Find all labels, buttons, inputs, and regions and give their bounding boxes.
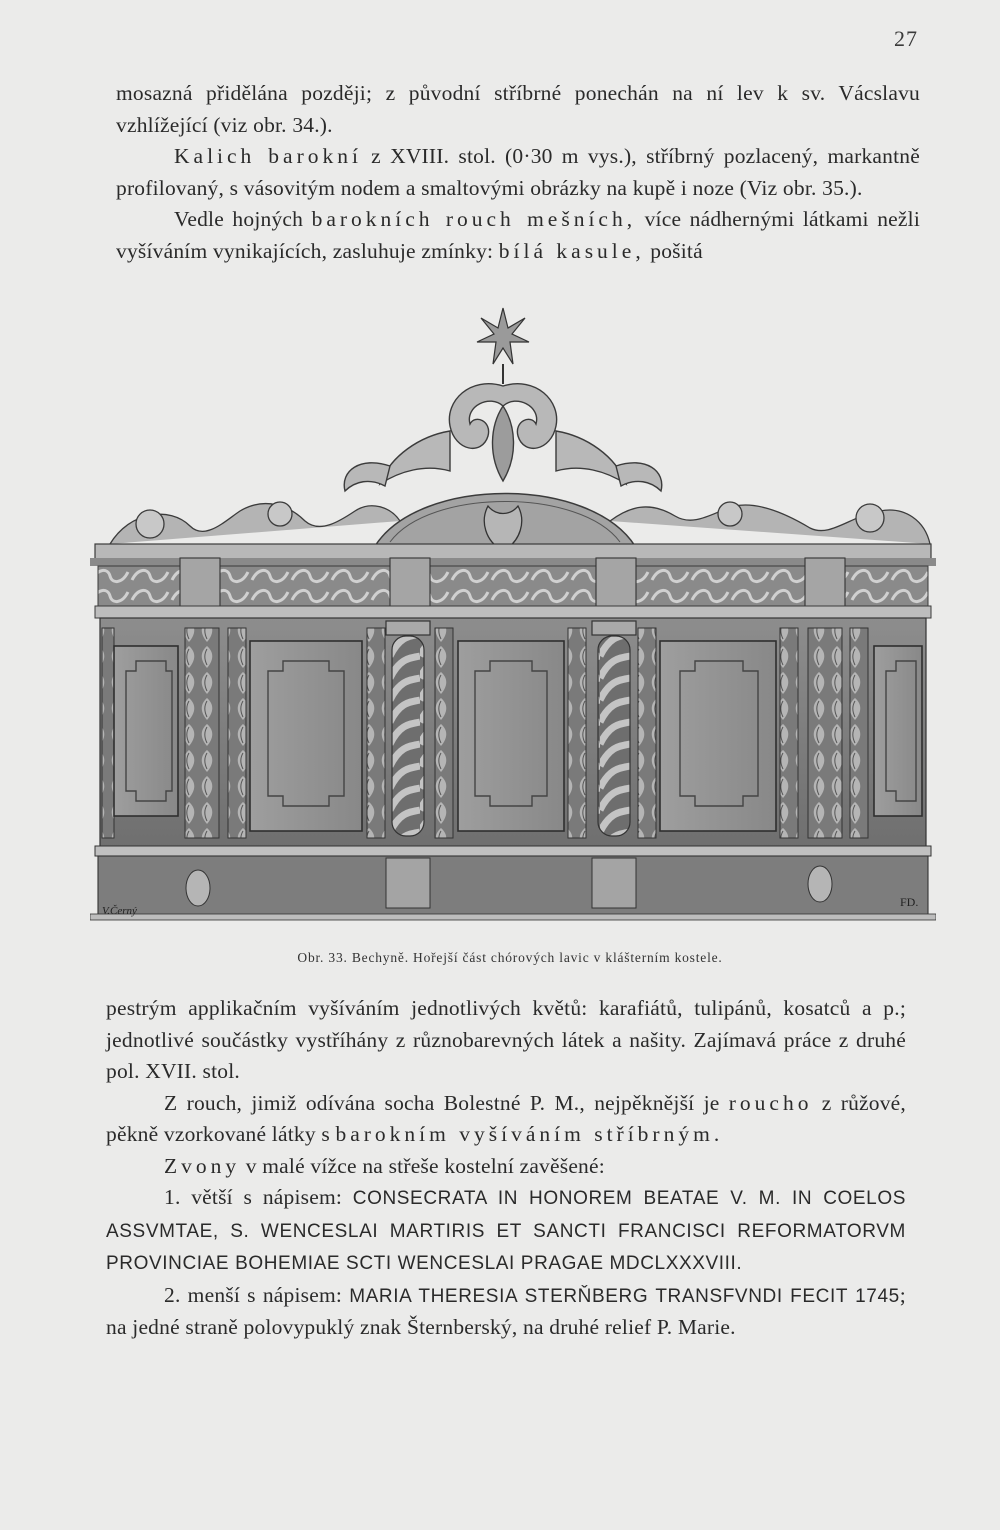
paragraph-chalice bbox=[116, 141, 920, 204]
bottom-text-block bbox=[106, 993, 906, 1344]
paragraph-bells bbox=[106, 1151, 906, 1183]
vestments-text-a: Vedle hojných bbox=[174, 207, 312, 231]
bell-1-lead: 1. větší s nápisem: bbox=[164, 1185, 353, 1209]
bell-2-lead: 2. menší s nápisem: bbox=[164, 1282, 350, 1307]
vestments-term: barokních rouch mešních, bbox=[311, 207, 637, 231]
silver-embroidery-term: barokním vyšíváním stříbrným. bbox=[335, 1122, 724, 1146]
artist-signature-right: FD. bbox=[900, 895, 919, 909]
choir-stalls-illustration bbox=[90, 306, 936, 936]
paragraph-bell-2 bbox=[106, 1280, 906, 1344]
top-text-block bbox=[116, 78, 920, 267]
paragraph-bell-1 bbox=[106, 1182, 906, 1280]
caption-text: Bechyně. Hořejší část chórových lavic v klášterním kostele. bbox=[351, 950, 723, 965]
page-number: 27 bbox=[894, 26, 918, 51]
bell-2-inscription: MARIA THERESIA STERŇBERG TRANSFVNDI FECIT 1745 bbox=[349, 1285, 900, 1307]
stall-base bbox=[95, 846, 931, 856]
robe-text-a: Z rouch, jimiž odívána socha Bolestné P. M., nejpěknější je bbox=[164, 1090, 729, 1115]
crest-ornament bbox=[344, 384, 662, 491]
chalice-term: Kalich barokní bbox=[174, 144, 362, 168]
bells-term: Zvony bbox=[164, 1153, 241, 1178]
paragraph-lion: mosazná přidělána později; z původní stříbrné ponechán na ní lev k sv. Vácslavu vzhlížející (viz obr. 34.). bbox=[116, 81, 920, 137]
figure-caption bbox=[0, 950, 1000, 966]
frieze bbox=[98, 566, 928, 606]
robe-text-c: z růžové, pěkně vzorkované látky s bbox=[106, 1090, 906, 1146]
caption-label: Obr. 33. bbox=[297, 950, 348, 965]
bell-1-inscription: CONSECRATA IN HONOREM BEATAE V. M. IN COELOS ASSVMTAE, S. WENCESLAI MARTIRIS ET SANCTI FRANCISCI REFORMATORVM PROVINCIAE BOHEMIAE SCTI WENCESLAI PRAGAE MDCLXXXVIII. bbox=[106, 1188, 906, 1274]
vestments-text-c: více nádhernými látkami nežli vyšíváním vynikajících, zasluhuje zmínky: bbox=[116, 207, 920, 263]
paragraph-robe bbox=[106, 1088, 906, 1151]
vestments-text-e: pošitá bbox=[644, 238, 703, 263]
bell-2-text: ; na jedné straně polovypuklý znak Šternberský, na druhé relief P. Marie. bbox=[106, 1282, 906, 1339]
star-ornament bbox=[477, 308, 529, 384]
artist-signature-left: V.Černý bbox=[102, 905, 137, 917]
robe-term: roucho bbox=[728, 1090, 813, 1115]
chalice-description: z XVIII. stol. (0·30 m vys.), stříbrný pozlacený, markantně profilovaný, s vásovitým nodem a smaltovými obrázky na kupě i noze (Viz obr. 35.). bbox=[116, 144, 920, 200]
chasuble-term: bílá kasule, bbox=[498, 238, 645, 263]
paragraph-embroidery: pestrým applikačním vyšíváním jednotlivých květů: karafiátů, tulipánů, kosatců a p.; jednotlivé součástky vystříhány z různobarevných látek a našity. Zajímavá práce z druhé pol. XVII. stol. bbox=[106, 996, 906, 1083]
paragraph-vestments bbox=[116, 204, 920, 267]
bells-text: v malé vížce na střeše kostelní zavěšené: bbox=[240, 1153, 605, 1178]
